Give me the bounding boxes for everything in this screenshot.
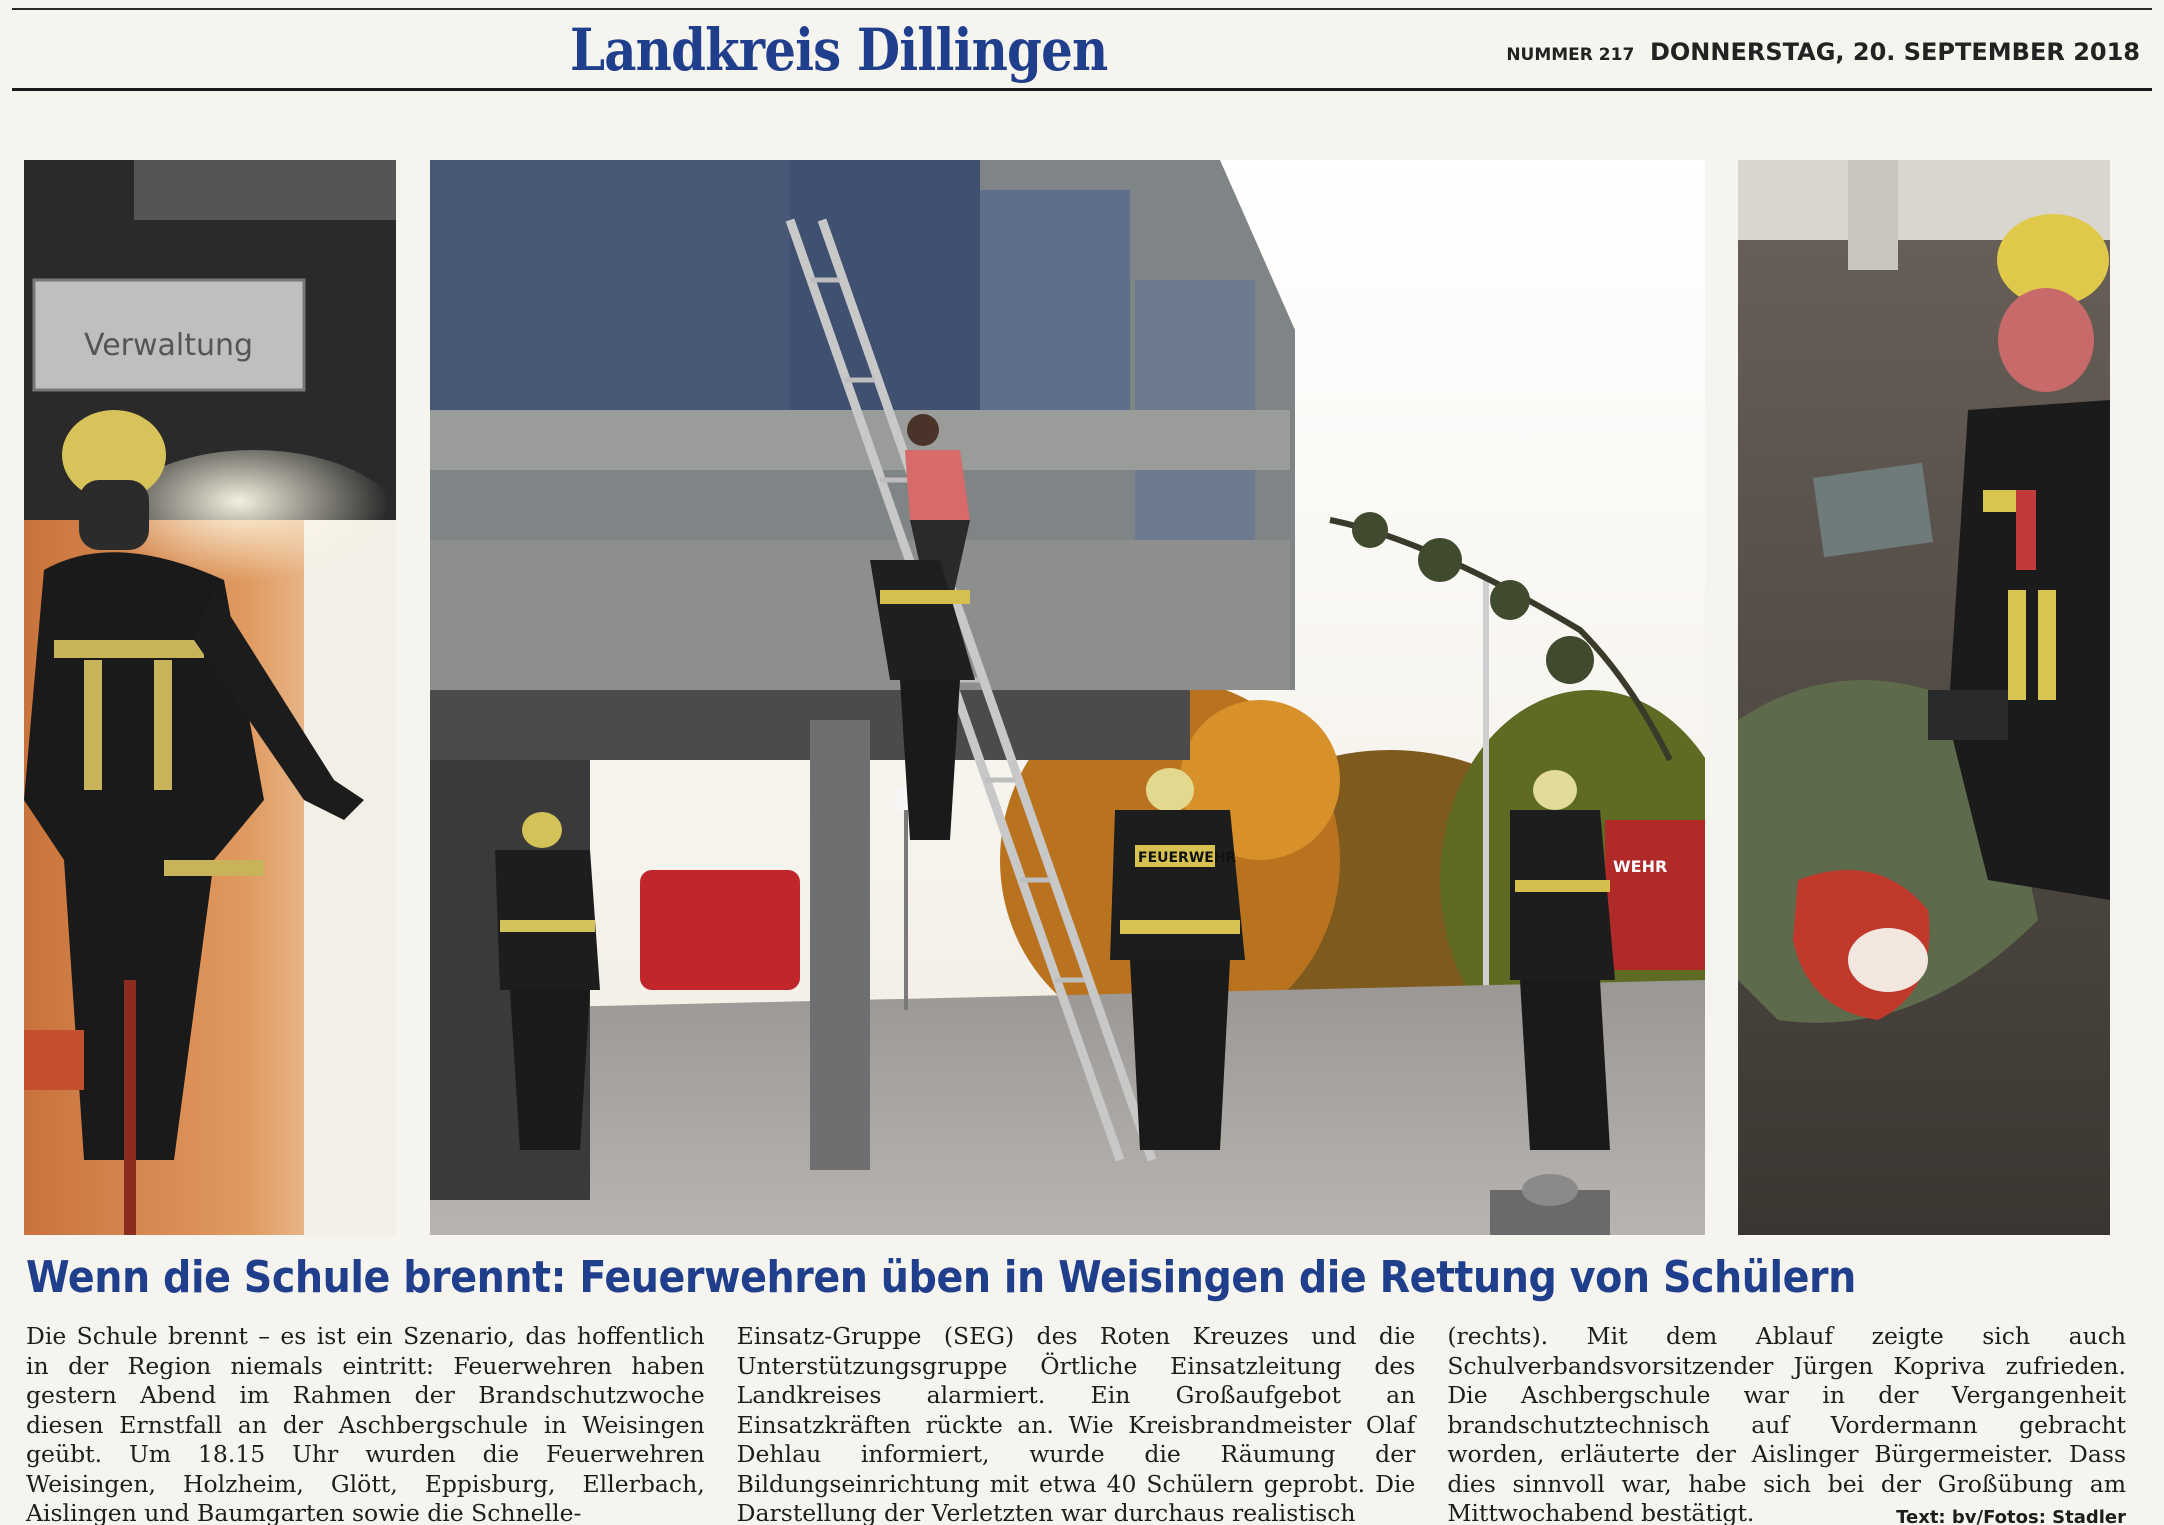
vest-label: FEUERWEHR	[1138, 850, 1237, 866]
section-title: Landkreis Dillingen	[570, 16, 1108, 84]
photo-firefighter-hallway-image	[24, 160, 396, 1235]
article-column-1: Die Schule brennt – es ist ein Szenario, das hoffentlich in der Region niemals eintritt: Feuerwehren haben gestern Abend im Rahmen der Brandschutzwoche diesen Ernstfall an der Aschbergschule in Weisingen geübt. Um 18.15 Uhr wurden die Feuerwehren Weisingen, Holzheim, Glött, Eppisburg, Ellerbach, Aislingen und Baumgarten sowie die Schnelle-	[26, 1322, 705, 1525]
issue-number: NUMMER 217	[1506, 45, 1635, 65]
article-body	[26, 1322, 2127, 1525]
vehicle-label: WEHR	[1613, 857, 1668, 876]
article-column-2: Einsatz-Gruppe (SEG) des Roten Kreuzes und die Unterstützungsgruppe Örtliche Einsatzleitung des Landkreises alarmiert. Ein Großaufgebot an Einsatzkräften rückte an. Wie Kreisbrandmeister Olaf Dehlau informiert, wurde die Räumung der Bildungseinrichtung mit etwa 40 Schülern geprobt. Die Darstellung der Verletzten war durchaus realistisch	[736, 1322, 1416, 1525]
issue-line	[1506, 38, 2140, 66]
verwaltung-sign: Verwaltung	[84, 328, 254, 363]
article-column-3-text: (rechts). Mit dem Ablauf zeigte sich auch Schulverbandsvorsitzender Jürgen Kopriva zufrieden. Die Aschbergschule war in der Vergangenheit brandschutztechnisch auf Vordermann gebracht worden, erläuterte der Aislinger Bürgermeister. Dass dies sinnvoll war, habe sich bei der Großübung am Mittwochabend bestätigt.	[1447, 1322, 2127, 1525]
issue-date: DONNERSTAG, 20. SEPTEMBER 2018	[1649, 38, 2140, 66]
article-column-3	[1447, 1322, 2127, 1525]
photo-injured-victim-image	[1738, 160, 2110, 1235]
photo-credit: Text: bv/Fotos: Stadler	[1896, 1507, 2127, 1525]
headline: Wenn die Schule brennt: Feuerwehren üben in Weisingen die Rettung von Schülern	[26, 1252, 1856, 1303]
photo-firefighter-hallway	[24, 160, 396, 1235]
page-header	[0, 10, 2164, 92]
header-rule	[12, 88, 2152, 91]
photo-ladder-rescue	[430, 160, 1705, 1235]
photo-injured-victim	[1738, 160, 2110, 1235]
photo-ladder-rescue-image	[430, 160, 1705, 1235]
